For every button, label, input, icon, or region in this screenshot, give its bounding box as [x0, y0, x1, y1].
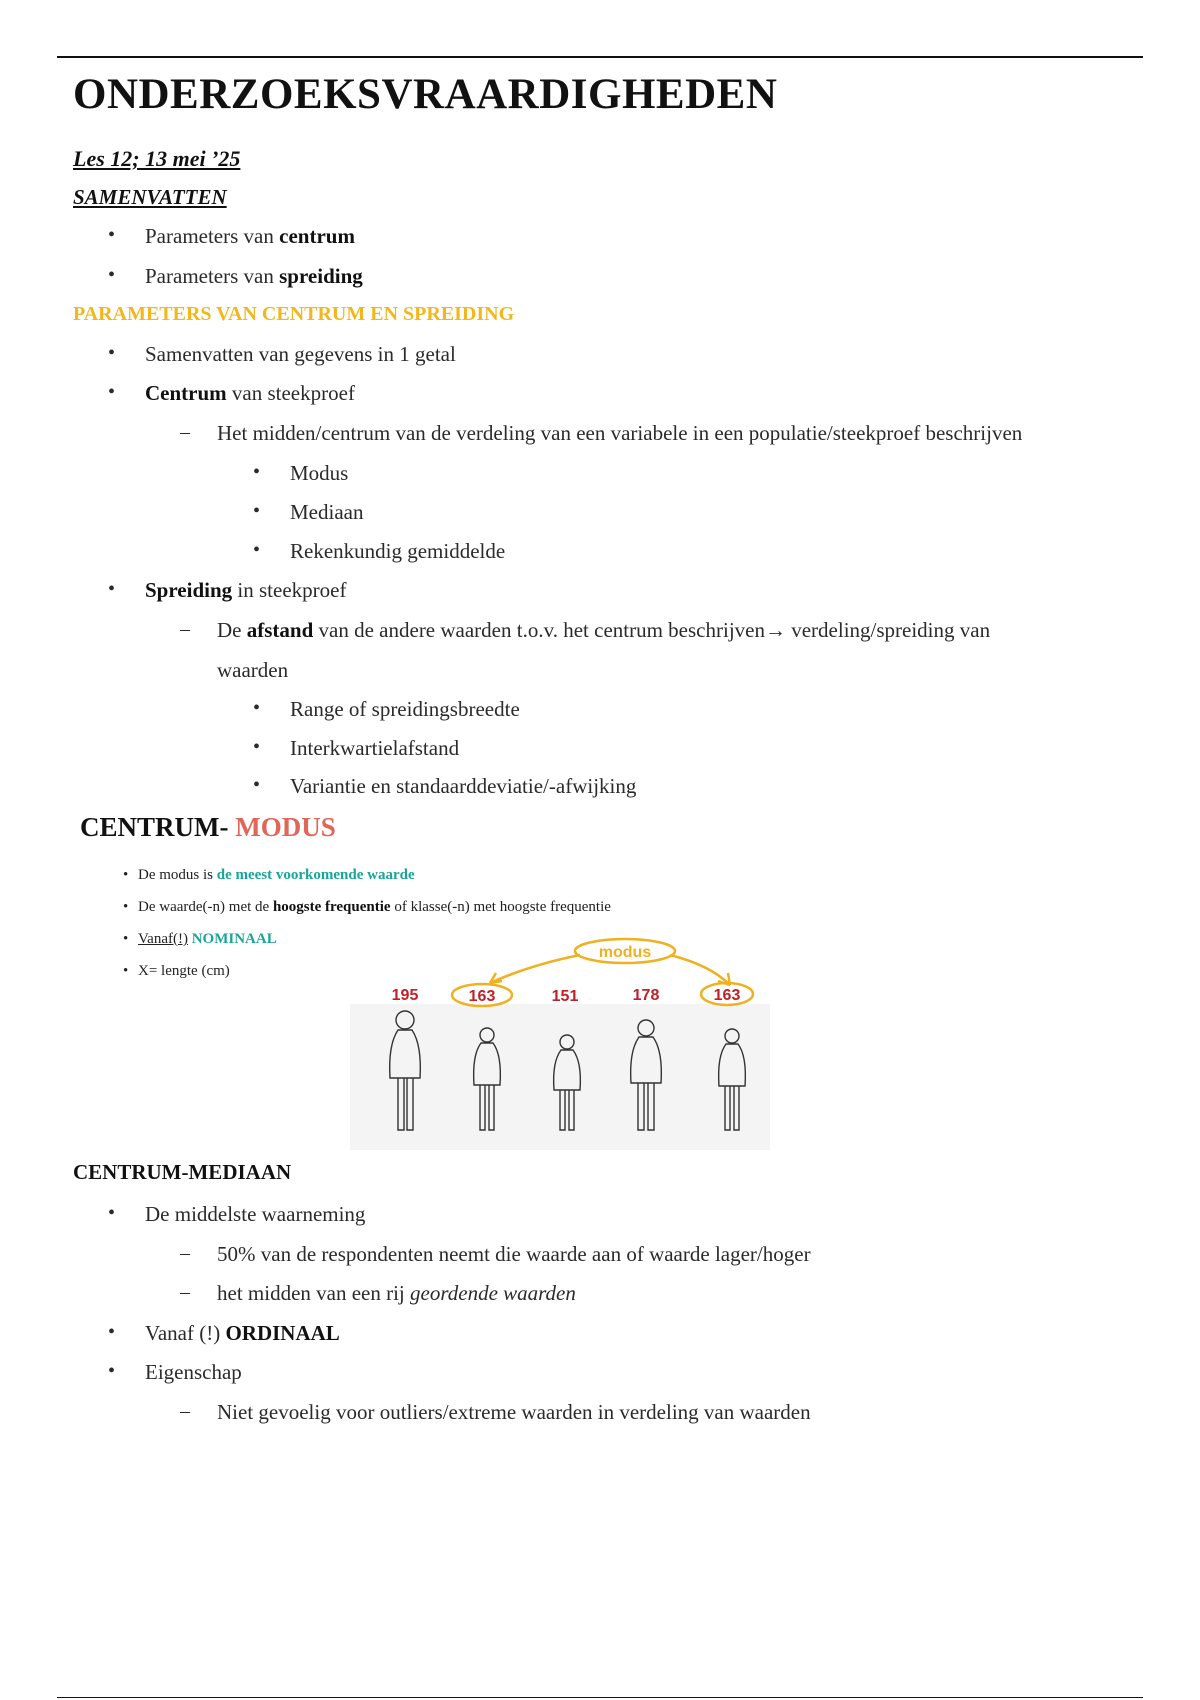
- list-item: [145, 1321, 340, 1346]
- list-item-bold: spreiding: [279, 264, 363, 288]
- height-value: 178: [632, 987, 660, 1004]
- modus-line: [138, 931, 277, 948]
- sub-sub-item: Range of spreidingsbreedte: [290, 697, 520, 721]
- list-item: [145, 224, 355, 249]
- list-item: Samenvatten van gegevens in 1 getal: [145, 342, 456, 366]
- bullet-dot: •: [108, 381, 116, 403]
- top-rule: [57, 56, 1143, 58]
- modus-line-text: De waarde(-n) met de: [138, 899, 273, 915]
- list-item-text: Vanaf (!): [145, 1321, 226, 1345]
- modus-heading-accent: MODUS: [235, 812, 336, 842]
- bullet-dot: •: [253, 774, 261, 796]
- lesson-date: Les 12; 13 mei ’25: [73, 146, 241, 171]
- list-item-bold: Spreiding: [145, 578, 233, 602]
- bullet-dot: •: [253, 697, 261, 719]
- modus-line: X= lengte (cm): [138, 963, 230, 979]
- sub-item-continuation: waarden: [217, 658, 289, 682]
- list-item: [145, 264, 363, 289]
- bullet-dot: •: [123, 963, 129, 979]
- mediaan-heading: CENTRUM-MEDIAAN: [73, 1160, 292, 1184]
- sub-sub-item: Variantie en standaarddeviatie/-afwijking: [290, 774, 637, 798]
- dash-marker: –: [180, 1242, 190, 1264]
- modus-line-highlight: NOMINAAL: [187, 931, 277, 947]
- bullet-dot: •: [253, 736, 261, 758]
- sub-item: Niet gevoelig voor outliers/extreme waarden in verdeling van waarden: [217, 1400, 811, 1424]
- height-value: 195: [391, 987, 419, 1004]
- sub-item: [217, 618, 990, 643]
- modus-line: [138, 867, 415, 884]
- modus-figure: [340, 935, 770, 1150]
- bullet-dot: •: [123, 867, 129, 883]
- bullet-dot: •: [108, 578, 116, 600]
- dash-marker: –: [180, 618, 190, 640]
- height-value: 151: [551, 988, 579, 1005]
- parameters-heading: PARAMETERS VAN CENTRUM EN SPREIDING: [73, 303, 515, 325]
- bullet-dot: •: [123, 899, 129, 915]
- modus-line-text: of klasse(-n) met hoogste frequentie: [390, 899, 611, 915]
- bottom-rule: [57, 1697, 1143, 1698]
- sub-sub-item: Interkwartielafstand: [290, 736, 460, 760]
- sub-item: 50% van de respondenten neemt die waarde aan of waarde lager/hoger: [217, 1242, 811, 1266]
- sub-sub-item: Modus: [290, 461, 349, 485]
- modus-arrow-left: [490, 955, 580, 983]
- dash-marker: –: [180, 1281, 190, 1303]
- sub-item-bold: afstand: [246, 618, 314, 642]
- bullet-dot: •: [108, 264, 116, 286]
- sub-item-text: De: [217, 618, 247, 642]
- modus-line-text: De modus is: [138, 867, 217, 883]
- list-item-bold: centrum: [279, 224, 355, 248]
- sub-sub-item: Rekenkundig gemiddelde: [290, 539, 506, 563]
- modus-line: [138, 899, 611, 916]
- dash-marker: –: [180, 421, 190, 443]
- bullet-dot: •: [123, 931, 129, 947]
- bullet-dot: •: [108, 1202, 116, 1224]
- modus-line-bold: hoogste frequentie: [272, 899, 391, 915]
- sub-item: Het midden/centrum van de verdeling van een variabele in een populatie/steekproef beschrijven: [217, 421, 1023, 445]
- list-item: Eigenschap: [145, 1360, 242, 1384]
- samenvatten-heading: SAMENVATTEN: [73, 185, 227, 209]
- bullet-dot: •: [253, 461, 261, 483]
- modus-line-highlight: de meest voorkomende waarde: [216, 867, 415, 883]
- modus-arrow-right: [670, 955, 730, 985]
- list-item: [145, 578, 346, 603]
- sub-item-text: van de andere waarden t.o.v. het centrum beschrijven→ verdeling/spreiding van: [313, 618, 991, 642]
- sub-sub-item: Mediaan: [290, 500, 364, 524]
- height-value: 163: [713, 987, 741, 1004]
- bullet-dot: •: [108, 224, 116, 246]
- sub-item-italic: geordende waarden: [410, 1281, 576, 1305]
- list-item-text: in steekproef: [232, 578, 347, 602]
- sub-item: [217, 1281, 576, 1306]
- bullet-dot: •: [253, 500, 261, 522]
- list-item-bold: Centrum: [145, 381, 227, 405]
- list-item-text: Parameters van: [145, 224, 280, 248]
- list-item: [145, 381, 355, 406]
- bullet-dot: •: [253, 539, 261, 561]
- dash-marker: –: [180, 1400, 190, 1422]
- bullet-dot: •: [108, 1321, 116, 1343]
- modus-heading-prefix: CENTRUM-: [80, 812, 236, 842]
- list-item-bold: ORDINAAL: [225, 1321, 340, 1345]
- list-item: De middelste waarneming: [145, 1202, 366, 1226]
- list-item-text: van steekproef: [226, 381, 355, 405]
- modus-label: modus: [598, 944, 652, 961]
- modus-line-underline: Vanaf(!): [138, 931, 188, 947]
- list-item-text: Parameters van: [145, 264, 280, 288]
- height-value: 163: [468, 988, 496, 1005]
- bullet-dot: •: [108, 342, 116, 364]
- page-title: ONDERZOEKSVRAARDIGHEDEN: [73, 71, 778, 118]
- modus-heading: [80, 812, 336, 843]
- bullet-dot: •: [108, 1360, 116, 1382]
- sub-item-text: het midden van een rij: [217, 1281, 411, 1305]
